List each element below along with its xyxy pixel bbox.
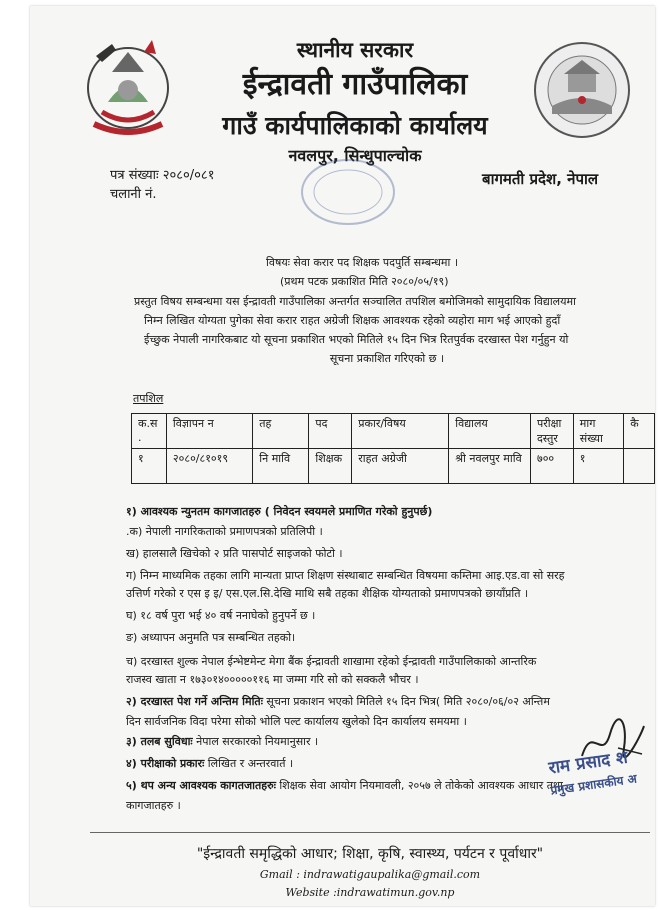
table-header-cell: विज्ञापन न (166, 414, 252, 449)
signatory-name: राम प्रसाद श (547, 747, 629, 779)
notice-paragraph (134, 292, 640, 368)
deadline-line (126, 694, 648, 709)
notice-page (30, 6, 655, 906)
requirement-item: ङ) अध्यापन अनुमति पत्र सम्बन्धित तहको। (126, 631, 296, 644)
table-cell (624, 449, 655, 484)
exam-text: लिखित र अन्तरवार्त । (204, 757, 294, 770)
other-docs-line-2: कागजातहरु । (126, 799, 181, 812)
municipality-name: ईन्द्रावती गाउँपालिका (242, 67, 468, 102)
tapsil-label: तपशिल (133, 392, 164, 405)
table-header-cell: पद (309, 414, 352, 449)
requirements-heading: १) आवश्यक न्युनतम कागजातहरु ( निवेदन स्वयमले प्रमाणित गरेको हुनुपर्छ) (126, 505, 433, 518)
table-header-cell: परीक्षा दस्तुर (530, 414, 573, 449)
deadline-line-2: दिन सार्वजनिक विदा परेमा सोको भोलि पल्ट कार्यालय खुलेको दिन कार्यालय समयमा । (126, 715, 467, 728)
reference-block (110, 166, 214, 204)
table-cell: नि मावि (253, 449, 309, 484)
table-header-cell: कै (624, 414, 655, 449)
table-header-cell: माग संख्या (573, 414, 623, 449)
table-cell: ७०० (530, 449, 573, 484)
signature-block (530, 718, 650, 818)
salary-label: ३) तलब सुविधाः (126, 735, 193, 748)
table-header-row (132, 414, 655, 449)
paragraph-line: प्रस्तुत विषय सम्बन्धमा यस ईन्द्रावती गाउँपालिका अन्तर्गत सञ्चालित तपशिल बमोजिमको सामुदायिक विद्यालयमा (134, 295, 576, 308)
table-cell: शिक्षक (309, 449, 352, 484)
requirement-item: ख) हालसालै खिचेको २ प्रति पासपोर्ट साइजको फोटो । (126, 547, 343, 560)
footer-email: Gmail : indrawatigaupalika@gmail.com (259, 868, 481, 881)
table-header-cell: तह (253, 414, 309, 449)
requirement-item: घ) १८ वर्ष पुरा भई ४० वर्ष ननाघेको हुनुपर्ने छ । (126, 609, 316, 622)
footer-slogan: "ईन्द्रावती समृद्धिको आधार; शिक्षा, कृषि, स्वास्थ्य, पर्यटन र पूर्वाधार" (196, 846, 544, 862)
province-name: बागमती प्रदेश, नेपाल (482, 170, 599, 188)
salary-text: नेपाल सरकारको नियमानुसार । (192, 735, 319, 748)
table-cell: १ (573, 449, 623, 484)
table-header-cell: प्रकार/विषय (352, 414, 449, 449)
table-cell: राहत अग्रेजी (352, 449, 449, 484)
deadline-text: सूचना प्रकाशन भएको मितिले १५ दिन भित्र( मिति २०८०/०६/०२ अन्तिम (262, 695, 550, 708)
nepal-emblem-icon (82, 32, 174, 144)
office-stamp-icon (298, 156, 398, 228)
other-docs-label: ५) थप अन्य आवश्यक कागतजातहरुः (126, 779, 276, 792)
office-name: गाउँ कार्यपालिकाको कार्यालय (222, 111, 488, 140)
requirement-item: राजस्व खाता न १७३०१४०००००११६ मा जम्मा गरि सो को सक्कलै भौचर । (126, 673, 419, 686)
vacancy-table (131, 413, 655, 484)
chalani-number: चलानी नं. (110, 187, 157, 202)
ref-number: पत्र संख्याः २०८०/०८१ (110, 168, 215, 183)
requirement-item: ग) निम्न माध्यमिक तहका लागि मान्यता प्राप्त शिक्षण संस्थाबाट सम्बन्धित विषयमा कम्तिमा आइ.एड.वा सो सरह (126, 569, 565, 582)
requirement-item: .क) नेपाली नागरिकताको प्रमाणपत्रको प्रतिलिपी । (126, 525, 323, 538)
table-row (132, 449, 655, 484)
signatory-title: प्रमुख प्रशासकीय अ (549, 771, 638, 798)
table-cell: २०८०/८१०१९ (166, 449, 252, 484)
deadline-label: २) दरखास्त पेश गर्ने अन्तिम मितिः (126, 695, 263, 708)
requirement-item: उत्तिर्ण गरेको र एस इ इ/ एस.एल.सि.देखि माथि सबै तहका शैक्षिक योग्यताको प्रमाणपत्रको छायाँप्रति । (126, 587, 529, 600)
office-address: नवलपुर, सिन्धुपाल्चोक (288, 146, 422, 165)
footer-website: Website :indrawatimun.gov.np (285, 886, 455, 899)
table-cell: श्री नवलपुर मावि (449, 449, 531, 484)
municipality-logo-icon (532, 40, 632, 140)
notice-subject: विषयः सेवा करार पद शिक्षक पदपुर्ति सम्बन्धमा । (266, 256, 459, 269)
table-header-cell: क.स . (132, 414, 167, 449)
other-docs-text: शिक्षक सेवा आयोग नियमावली, २०५७ ले तोकेको आवश्यक आधार तथा (275, 779, 563, 792)
table-header-cell: विद्यालय (449, 414, 531, 449)
paragraph-line: निम्न लिखित योग्यता पुगेका सेवा करार राहत अग्रेजी शिक्षक आवश्यक रहेको व्यहोरा माग भई आएको हुदाँ (144, 314, 561, 327)
requirement-item: च) दरखास्त शुल्क नेपाल ईन्भेष्टमेन्ट मेगा बैंक ईन्द्रावती शाखामा रहेको ईन्द्रावती गाउँपालिकाको आन्तरिक (126, 655, 537, 668)
paragraph-line: ईच्छुक नेपाली नागरिकबाट यो सूचना प्रकाशित भएको मितिले १५ दिन भित्र रितपुर्वक दरखास्त पेश गर्नुहुन यो (144, 333, 569, 346)
publication-date: (प्रथम पटक प्रकाशित मिति २०८०/०५/१९) (280, 275, 449, 288)
header-line-1: स्थानीय सरकार (296, 38, 414, 62)
paragraph-line: सूचना प्रकाशित गरिएको छ । (329, 352, 445, 365)
footer-divider (90, 832, 650, 833)
table-cell: १ (132, 449, 167, 484)
exam-label: ४) परीक्षाको प्रकारः (126, 757, 205, 770)
